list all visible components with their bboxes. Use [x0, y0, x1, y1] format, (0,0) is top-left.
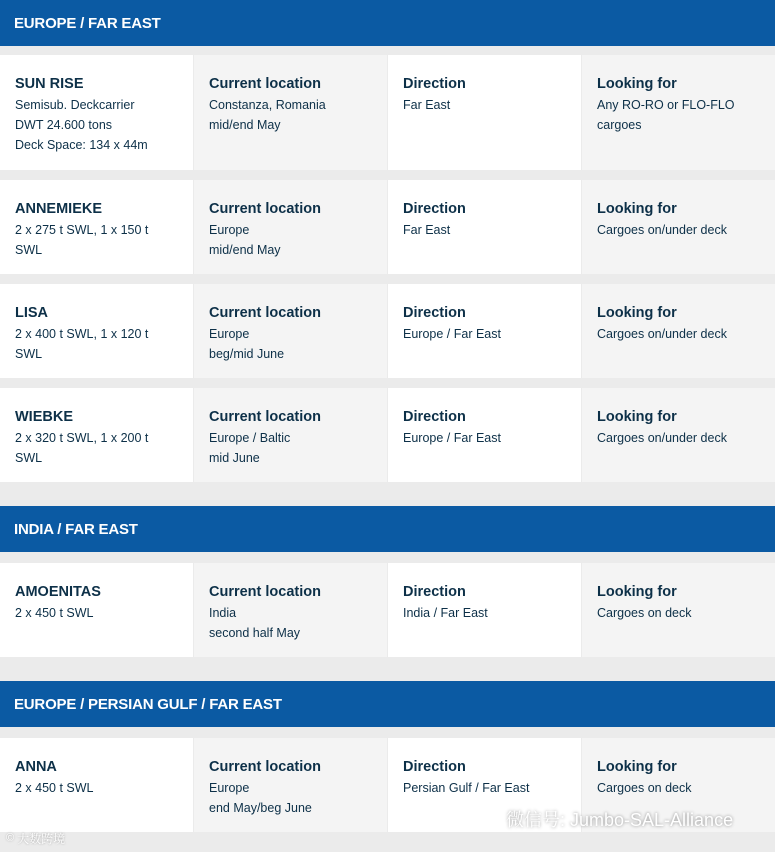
location-value: Europe	[209, 223, 250, 237]
location-cell	[194, 738, 387, 832]
vessel-row-wiebke	[0, 388, 775, 482]
vessel-name: ANNEMIEKE	[15, 201, 103, 217]
looking-for-value: Cargoes on deck	[597, 606, 692, 620]
looking-for-cell	[582, 563, 775, 657]
vessel-row-annemieke	[0, 180, 775, 274]
looking-for-value: Any RO-RO or FLO-FLO	[597, 98, 735, 112]
direction-label: Direction	[403, 76, 466, 92]
direction-value: Far East	[403, 223, 451, 237]
section-header-europe-far-east	[0, 0, 775, 46]
vessel-cell	[0, 388, 193, 482]
direction-cell	[388, 388, 581, 482]
location-date: mid June	[209, 451, 260, 465]
looking-for-cell	[582, 388, 775, 482]
looking-for-label: Looking for	[597, 201, 677, 217]
vessel-row-lisa	[0, 284, 775, 378]
looking-for-value: Cargoes on/under deck	[597, 431, 727, 445]
location-cell	[194, 180, 387, 274]
vessel-spec: 2 x 400 t SWL, 1 x 120 t	[15, 327, 149, 341]
location-label: Current location	[209, 409, 321, 425]
looking-for-cell	[582, 180, 775, 274]
vessel-name: ANNA	[15, 759, 57, 775]
vessel-spec: SWL	[15, 243, 43, 257]
vessel-spec: 2 x 275 t SWL, 1 x 150 t	[15, 223, 149, 237]
vessel-cell	[0, 180, 193, 274]
vessel-name: SUN RISE	[15, 76, 84, 92]
vessel-cell	[0, 563, 193, 657]
direction-cell	[388, 55, 581, 170]
watermark-right-text: 微信号: Jumbo-SAL-Alliance	[506, 810, 734, 830]
location-label: Current location	[209, 584, 321, 600]
looking-for-value: Cargoes on deck	[597, 781, 692, 795]
direction-cell	[388, 563, 581, 657]
location-label: Current location	[209, 305, 321, 321]
vessel-cell	[0, 738, 193, 832]
looking-for-label: Looking for	[597, 759, 677, 775]
location-cell	[194, 55, 387, 170]
vessel-cell	[0, 55, 193, 170]
looking-for-label: Looking for	[597, 584, 677, 600]
looking-for-label: Looking for	[597, 409, 677, 425]
location-date: beg/mid June	[209, 347, 285, 361]
location-date: mid/end May	[209, 118, 281, 132]
vessel-spec: 2 x 450 t SWL	[15, 781, 94, 795]
vessel-cell	[0, 284, 193, 378]
location-value: Constanza, Romania	[209, 98, 326, 112]
looking-for-label: Looking for	[597, 305, 677, 321]
location-cell	[194, 284, 387, 378]
location-cell	[194, 563, 387, 657]
direction-label: Direction	[403, 305, 466, 321]
location-value: Europe / Baltic	[209, 431, 291, 445]
direction-value: India / Far East	[403, 606, 488, 620]
location-label: Current location	[209, 76, 321, 92]
direction-label: Direction	[403, 584, 466, 600]
location-date: second half May	[209, 626, 301, 640]
vessel-spec: 2 x 320 t SWL, 1 x 200 t	[15, 431, 149, 445]
location-cell	[194, 388, 387, 482]
looking-for-label: Looking for	[597, 76, 677, 92]
watermark-logo-icon: ©	[6, 832, 15, 844]
location-date: end May/beg June	[209, 801, 312, 815]
direction-label: Direction	[403, 201, 466, 217]
direction-value: Persian Gulf / Far East	[403, 781, 530, 795]
direction-value: Europe / Far East	[403, 327, 501, 341]
direction-value: Europe / Far East	[403, 431, 501, 445]
location-value: Europe	[209, 781, 250, 795]
direction-cell	[388, 284, 581, 378]
looking-for-value: cargoes	[597, 118, 642, 132]
location-label: Current location	[209, 201, 321, 217]
watermark-right	[474, 805, 733, 833]
section-header-india-far-east	[0, 506, 775, 552]
section-header-europe-persian-gulf-far-east	[0, 681, 775, 727]
section-title: INDIA / FAR EAST	[14, 520, 138, 538]
looking-for-value: Cargoes on/under deck	[597, 327, 727, 341]
looking-for-cell	[582, 55, 775, 170]
looking-for-cell	[582, 284, 775, 378]
location-label: Current location	[209, 759, 321, 775]
direction-label: Direction	[403, 409, 466, 425]
location-date: mid/end May	[209, 243, 281, 257]
location-value: India	[209, 606, 237, 620]
vessel-name: WIEBKE	[15, 409, 73, 425]
vessel-spec: SWL	[15, 451, 43, 465]
direction-label: Direction	[403, 759, 466, 775]
watermark-left	[6, 829, 65, 847]
section-title: EUROPE / FAR EAST	[14, 14, 161, 32]
vessel-row-amoenitas	[0, 563, 775, 657]
watermark-left-text: 大数跨境	[17, 831, 66, 846]
looking-for-value: Cargoes on/under deck	[597, 223, 727, 237]
vessel-spec: 2 x 450 t SWL	[15, 606, 94, 620]
vessel-spec: DWT 24.600 tons	[15, 118, 113, 132]
direction-cell	[388, 180, 581, 274]
vessel-row-sun-rise	[0, 55, 775, 170]
wechat-icon	[474, 808, 500, 830]
direction-value: Far East	[403, 98, 451, 112]
vessel-name: LISA	[15, 305, 49, 321]
vessel-spec: Deck Space: 134 x 44m	[15, 138, 148, 152]
location-value: Europe	[209, 327, 250, 341]
vessel-name: AMOENITAS	[15, 584, 101, 600]
section-title: EUROPE / PERSIAN GULF / FAR EAST	[14, 695, 282, 713]
vessel-spec: Semisub. Deckcarrier	[15, 98, 135, 112]
vessel-spec: SWL	[15, 347, 43, 361]
